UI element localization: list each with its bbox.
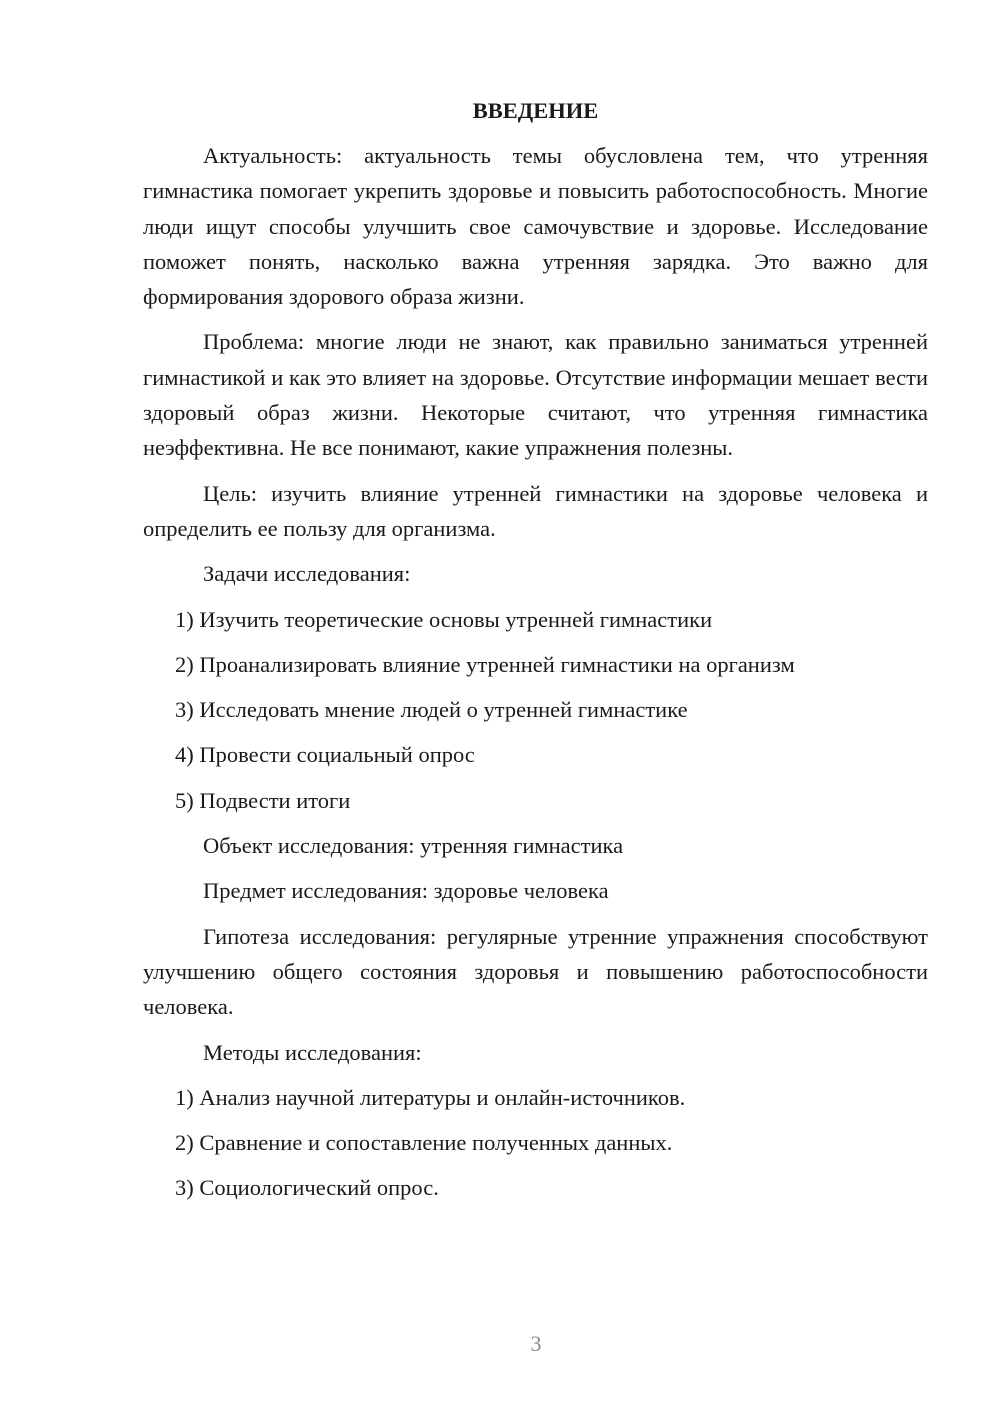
method-item: 1) Анализ научной литературы и онлайн-источников. — [175, 1084, 686, 1110]
section-title: ВВЕДЕНИЕ — [472, 98, 599, 123]
relevance-paragraph: Актуальность: актуальность темы обусловлена тем, что утренняя гимнастика помогает укрепить здоровье и повысить работоспособность. Многие люди ищут способы улучшить свое самочувствие и здоровье. Исследование поможет понять, насколько важна утренняя зарядка. Это важно для формирования здорового образа жизни. — [143, 143, 928, 310]
task-item: 4) Провести социальный опрос — [175, 742, 475, 768]
goal-paragraph: Цель: изучить влияние утренней гимнастики на здоровье человека и определить ее пользу для организма. — [143, 480, 928, 541]
page-body — [143, 95, 928, 1216]
task-item: 5) Подвести итоги — [175, 787, 351, 813]
subject-line: Предмет исследования: здоровье человека — [203, 878, 609, 904]
hypothesis-paragraph: Гипотеза исследования: регулярные утренние упражнения способствуют улучшению общего состояния здоровья и повышению работоспособности человека. — [143, 923, 928, 1020]
task-item: 3) Исследовать мнение людей о утренней гимнастике — [175, 697, 688, 723]
page-number: 3 — [530, 1331, 542, 1356]
problem-paragraph: Проблема: многие люди не знают, как правильно заниматься утренней гимнастикой и как это влияет на здоровье. Отсутствие информации мешает вести здоровый образ жизни. Некоторые считают, что утренняя гимнастика неэффективна. Не все понимают, какие упражнения полезны. — [143, 329, 928, 461]
task-item: 1) Изучить теоретические основы утренней гимнастики — [175, 606, 713, 632]
object-line: Объект исследования: утренняя гимнастика — [203, 833, 624, 859]
method-item: 3) Социологический опрос. — [175, 1175, 439, 1201]
method-item: 2) Сравнение и сопоставление полученных данных. — [175, 1130, 673, 1156]
task-item: 2) Проанализировать влияние утренней гимнастики на организм — [175, 651, 795, 677]
tasks-heading: Задачи исследования: — [203, 561, 411, 587]
methods-heading: Методы исследования: — [203, 1039, 422, 1065]
